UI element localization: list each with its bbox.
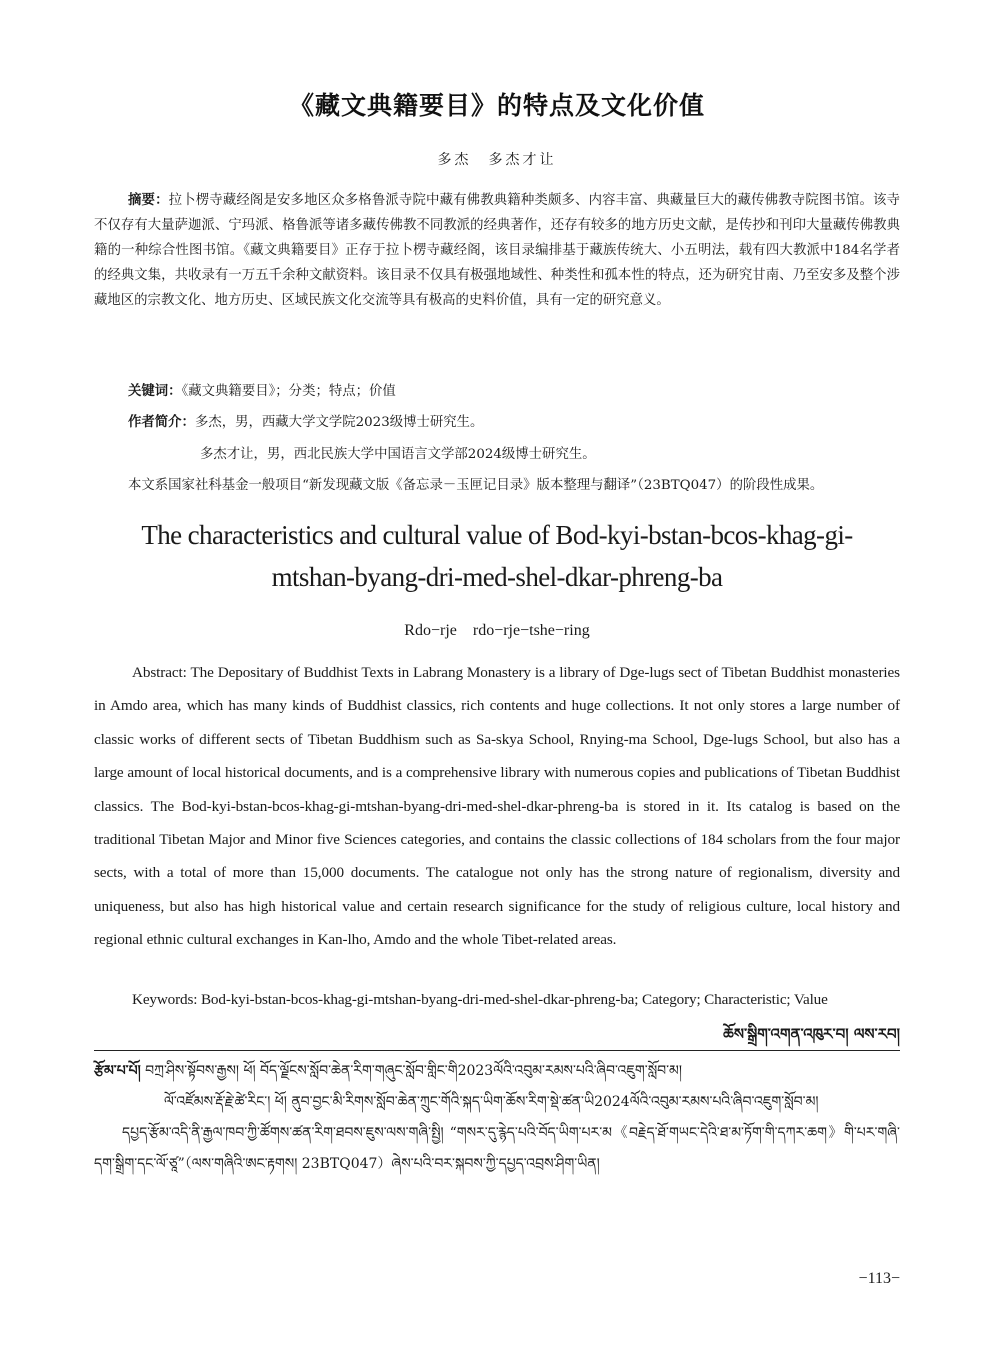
english-title-line-1: The characteristics and cultural value of Bod-kyi-bstan-bcos-khag-gi- bbox=[141, 520, 853, 550]
tibetan-divider bbox=[94, 1050, 900, 1051]
tibetan-author-bio-2: ལོ་འཛོམས་རྡོ་རྗེ་ཚེ་རིང་། ཕོ། ནུབ་བྱང་མི་རིགས་སློབ་ཆེན་ཀྲུང་གོའི་སྐད་ཡིག་ཆོས་རིག་སྡེ་ཚན་ཡི2024ལོའི་འབུམ་རམས་པའི་ཞིབ་འཇུག་སློབ་མ། bbox=[164, 1094, 819, 1110]
chinese-author-bio-second: 多杰才让，男，西北民族大学中国语言文学部2024级博士研究生。 bbox=[200, 447, 596, 462]
article-page bbox=[94, 0, 900, 1368]
chinese-authors: 多杰 多杰才让 bbox=[437, 152, 557, 168]
chinese-author-bio bbox=[94, 413, 934, 433]
chinese-author-bio-label: 作者简介： bbox=[128, 415, 195, 430]
tibetan-author-bio-1 bbox=[94, 1056, 900, 1087]
english-abstract-text: The Depositary of Buddhist Texts in Labrang Monastery is a library of Dge-lugs sect of Tibetan Buddhist monasteries in Amdo area, which has many kinds of Buddhist classics, rich contents and huge collections. It not only stores a large number of classic works of different sects of Tibetan Buddhism such as Sa-skya School, Rnying-ma School, Dge-lugs School, but also has a large amount of local historical documents, and is a comprehensive library with numerous copies and publications of Tibetan Buddhist classics. The Bod-kyi-bstan-bcos-khag-gi-mtshan-byang-dri-med-shel-dkar-phreng-ba is stored in it. Its catalog is based on the traditional Tibetan Major and Minor five Sciences categories, and contains the classic collections of 184 scholars from the four major sects, with a total of more than 15,000 documents. The catalogue not only has the strong nature of regionalism, diversity and uniqueness, but also has high historical value and certain research significance for the study of religious culture, local history and regional ethnic cultural exchanges in Kan-lho, Amdo and the whole Tibet-related areas. bbox=[94, 664, 900, 949]
tibetan-section bbox=[94, 1056, 900, 1180]
chinese-title: 《藏文典籍要目》的特点及文化价值 bbox=[288, 91, 705, 120]
english-keywords-label: Keywords: bbox=[132, 991, 198, 1008]
tibetan-editor-header: ཆོས་སྒྲིག་འགན་འཁུར་བ། ལས་རབ། bbox=[723, 1025, 900, 1043]
english-authors: Rdo−rje rdo−rje−tshe−ring bbox=[404, 622, 590, 639]
tibetan-author-bio-1-text: བཀྲ་ཤིས་སྟོབས་རྒྱས། ཕོ། བོད་ལྗོངས་སློབ་ཆེན་རིག་གཞུང་སློབ་གླིང་གི2023ལོའི་འབུམ་རམས་པའི་ཞིབ་འཇུག་སློབ་མ། bbox=[145, 1063, 682, 1079]
chinese-funding-note: 本文系国家社科基金一般项目“新发现藏文版《备忘录－玉匣记目录》版本整理与翻译”（23BTQ047）的阶段性成果。 bbox=[128, 478, 824, 493]
chinese-abstract-text: 拉卜楞寺藏经阁是安多地区众多格鲁派寺院中藏有佛教典籍种类颇多、内容丰富、典藏量巨大的藏传佛教寺院图书馆。该寺不仅存有大量萨迦派、宁玛派、格鲁派等诸多藏传佛教不同教派的经典著作，还存有较多的地方历史文献，是传抄和刊印大量藏传佛教典籍的一种综合性图书馆。《藏文典籍要目》正存于拉卜楞寺藏经阁，该目录编排基于藏族传统大、小五明法，载有四大教派中184名学者的经典文集，共收录有一万五千余种文献资料。该目录不仅具有极强地域性、种类性和孤本性的特点，还为研究甘南、乃至安多及整个涉藏地区的宗教文化、地方历史、区域民族文化交流等具有极高的史料价值，具有一定的研究意义。 bbox=[94, 193, 900, 308]
english-title-line-2: mtshan-byang-dri-med-shel-dkar-phreng-ba bbox=[271, 562, 723, 592]
english-keywords-text: Bod-kyi-bstan-bcos-khag-gi-mtshan-byang-dri-med-shel-dkar-phreng-ba; Category; Characteristic; Value bbox=[200, 991, 828, 1008]
page-number: −113− bbox=[858, 1270, 900, 1287]
chinese-author-bio-first: 多杰，男，西藏大学文学院2023级博士研究生。 bbox=[194, 415, 484, 430]
english-title bbox=[94, 514, 900, 598]
chinese-keywords bbox=[94, 382, 934, 402]
chinese-keywords-label: 关键词： bbox=[128, 384, 182, 399]
tibetan-author-label: རྩོམ་པ་པོ། bbox=[94, 1063, 141, 1079]
chinese-abstract bbox=[94, 188, 900, 313]
english-abstract bbox=[94, 656, 900, 957]
chinese-abstract-label: 摘要： bbox=[128, 193, 169, 208]
chinese-keywords-text: 《藏文典籍要目》；分类；特点；价值 bbox=[181, 384, 396, 399]
english-abstract-label: Abstract: bbox=[132, 664, 187, 681]
english-keywords bbox=[94, 988, 900, 1012]
tibetan-funding-note: དཔྱད་རྩོམ་འདི་ནི་རྒྱལ་ཁབ་ཀྱི་ཚོགས་ཚན་རིག་ཐབས་ཇུས་ལས་གཞི་སྤྱི། “གསར་དུ་རྙེད་པའི་བོད་ཡིག་པར་མ《བརྗེད་ཐོ་གཡང་དེའི་ཐ་མ་ཏོག་གི་དཀར་ཆག》གི་པར་གཞི་དག་སྒྲིག་དང་ལོ་ཙཱ”（ལས་གཞིའི་ཨང་རྟགས། 23BTQ047）ཞེས་པའི་བར་སྐབས་ཀྱི་དཔྱད་འབྲས་ཤིག་ཡིན། bbox=[94, 1125, 900, 1172]
